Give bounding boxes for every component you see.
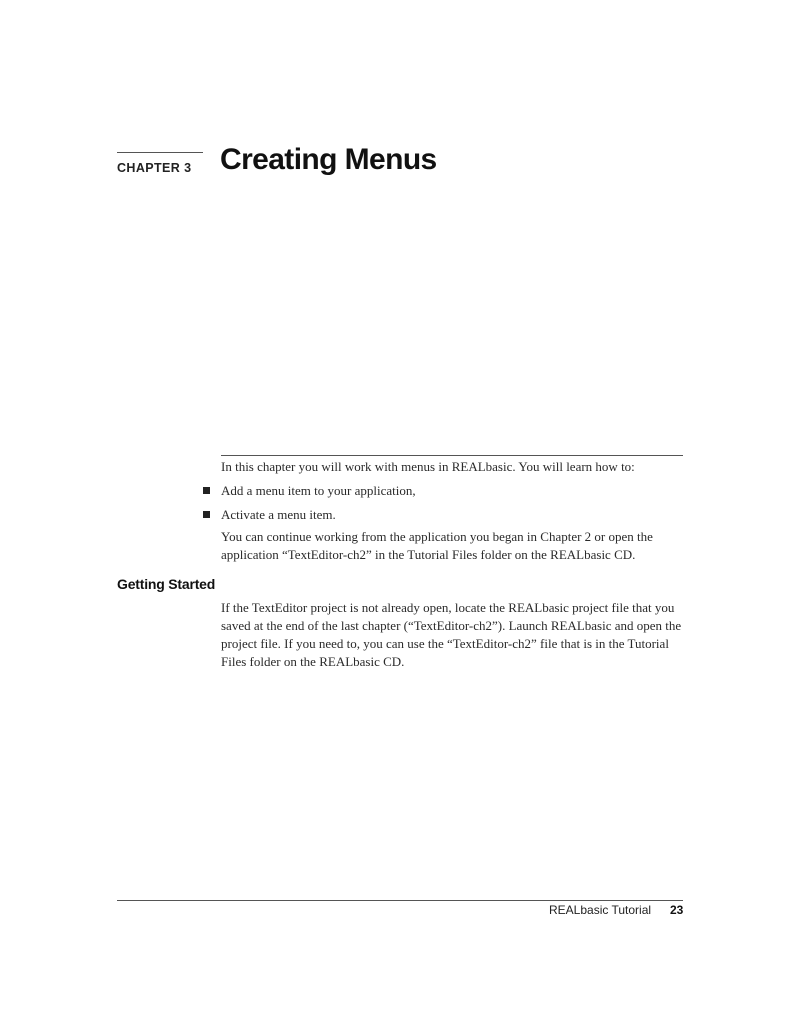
chapter-title: Creating Menus xyxy=(220,143,437,176)
square-bullet-icon xyxy=(203,511,210,518)
continuation-paragraph: You can continue working from the application you began in Chapter 2 or open the application “TextEditor-ch2” in the Tutorial Files folder on the REALbasic CD. xyxy=(221,529,653,562)
section-paragraph: If the TextEditor project is not already open, locate the REALbasic project file that you saved at the end of the last chapter (“TextEditor-ch2”). Launch REALbasic and open the project file. If you need to, you can use the “TextEditor-ch2” file that is in the Tutorial Files folder on the REALbasic CD. xyxy=(221,600,682,669)
intro-rule xyxy=(221,455,683,456)
footer-title: REALbasic Tutorial xyxy=(549,903,652,917)
list-item-text: Activate a menu item. xyxy=(221,507,336,522)
page-number: 23 xyxy=(670,903,684,917)
chapter-rule xyxy=(117,152,203,153)
square-bullet-icon xyxy=(203,487,210,494)
section-heading: Getting Started xyxy=(117,576,216,592)
chapter-label: CHAPTER 3 xyxy=(117,161,192,175)
list-item-text: Add a menu item to your application, xyxy=(221,483,416,498)
intro-paragraph: In this chapter you will work with menus in REALbasic. You will learn how to: xyxy=(221,459,635,474)
footer-rule xyxy=(117,900,683,901)
